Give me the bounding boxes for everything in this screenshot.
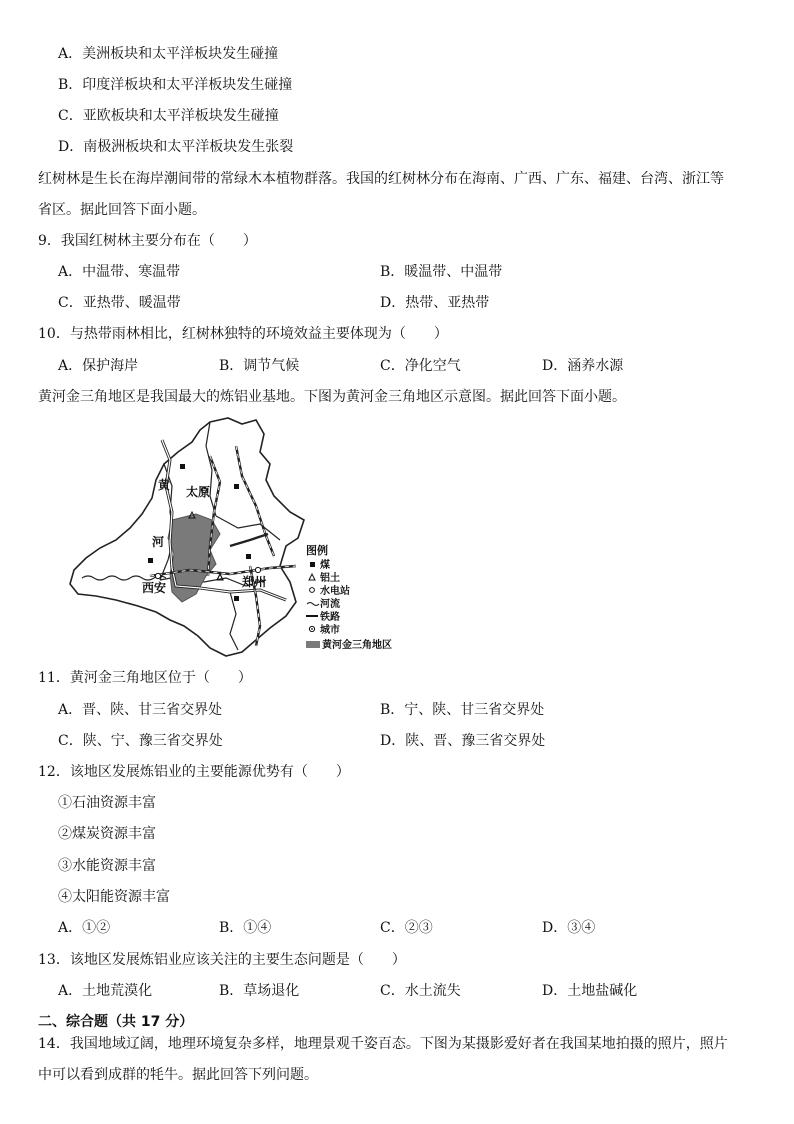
q12-option-b: B．①④ [219,920,272,936]
q8-option-d: D．南极洲板块和太平洋板块发生张裂 [58,139,294,155]
legend-coal: 煤 [320,560,330,571]
q8-option-c: C．亚欧板块和太平洋板块发生碰撞 [58,108,279,124]
q9-option-a: A．中温带、寒温带 [58,264,181,280]
city-label-zhengzhou: 郑州 [242,575,267,589]
q11-option-a: A．晋、陕、甘三省交界处 [58,702,223,718]
q14-line1: 14．我国地域辽阔，地理环境复杂多样，地理景观千姿百态。下图为某摄影爱好者在我国某地拍摄的照片，照片 [38,1036,728,1052]
mangrove-intro-line1: 红树林是生长在海岸潮间带的常绿木本植物群落。我国的红树林分布在海南、广西、广东、福建、台湾、浙江等 [38,171,724,187]
mangrove-intro-line2: 省区。据此回答下面小题。 [38,202,206,218]
coal-marker [234,484,239,489]
q12-stem: 12．该地区发展炼铝业的主要能源优势有（ ） [38,764,350,780]
q12-statement-3: ③水能资源丰富 [58,858,156,874]
q13-stem: 13．该地区发展炼铝业应该关注的主要生态问题是（ ） [38,952,406,968]
river-label-huang: 黄 [158,478,171,492]
city-label-xian: 西安 [142,581,167,595]
q13-option-a: A．土地荒漠化 [58,983,153,999]
q13-option-d: D．土地盐碱化 [542,983,638,999]
q12-statement-2: ②煤炭资源丰富 [58,826,156,842]
q9-option-c: C．亚热带、暖温带 [58,295,181,311]
q11-stem: 11．黄河金三角地区位于（ ） [38,670,252,686]
q12-option-d: D．③④ [542,920,596,936]
coal-marker [148,558,153,563]
q9-option-b: B．暖温带、中温带 [380,264,503,280]
q12-option-a: A．①② [58,920,111,936]
q12-statement-4: ④太阳能资源丰富 [58,889,170,905]
q12-option-c: C．②③ [380,920,433,936]
q8-option-b: B．印度洋板块和太平洋板块发生碰撞 [58,77,293,93]
river-label-he: 河 [152,535,165,549]
coal-marker [234,596,239,601]
q8-option-a: A．美洲板块和太平洋板块发生碰撞 [58,46,279,62]
city-label-taiyuan: 太原 [186,485,211,499]
map-svg [60,416,420,662]
legend-river: 河流 [320,599,340,610]
map-legend [306,543,392,651]
q10-option-d: D．涵养水源 [542,358,624,374]
yellow-river-intro: 黄河金三角地区是我国最大的炼铝业基地。下图为黄河金三角地区示意图。据此回答下面小题。 [38,389,626,405]
q11-option-d: D．陕、晋、豫三省交界处 [380,733,546,749]
q10-stem: 10．与热带雨林相比，红树林独特的环境效益主要体现为（ ） [38,326,448,342]
coal-marker [180,464,185,469]
q10-option-b: B．调节气候 [219,358,300,374]
q14-line2: 中可以看到成群的牦牛。据此回答下列问题。 [38,1067,318,1083]
legend-bauxite: 铝土 [320,573,340,584]
q11-option-c: C．陕、宁、豫三省交界处 [58,733,223,749]
legend-rail: 铁路 [320,612,340,623]
section-2-heading: 二、综合题（共 17 分） [38,1014,194,1030]
q11-option-b: B．宁、陕、甘三省交界处 [380,702,545,718]
yellow-river-triangle-map [60,416,420,662]
city-marker-zhengzhou [255,567,260,572]
legend-hydro: 水电站 [320,586,350,597]
q13-option-c: C．水土流失 [380,983,461,999]
legend-region: 黄河金三角地区 [322,640,392,651]
legend-city: 城市 [320,625,340,636]
legend-title: 图例 [306,544,328,557]
q9-option-d: D．热带、亚热带 [380,295,490,311]
coal-marker [246,554,251,559]
q10-option-a: A．保护海岸 [58,358,139,374]
q9-stem: 9．我国红树林主要分布在（ ） [38,233,257,249]
city-marker-xian [155,573,160,578]
q12-statement-1: ①石油资源丰富 [58,795,156,811]
q13-option-b: B．草场退化 [219,983,300,999]
q10-option-c: C．净化空气 [380,358,461,374]
